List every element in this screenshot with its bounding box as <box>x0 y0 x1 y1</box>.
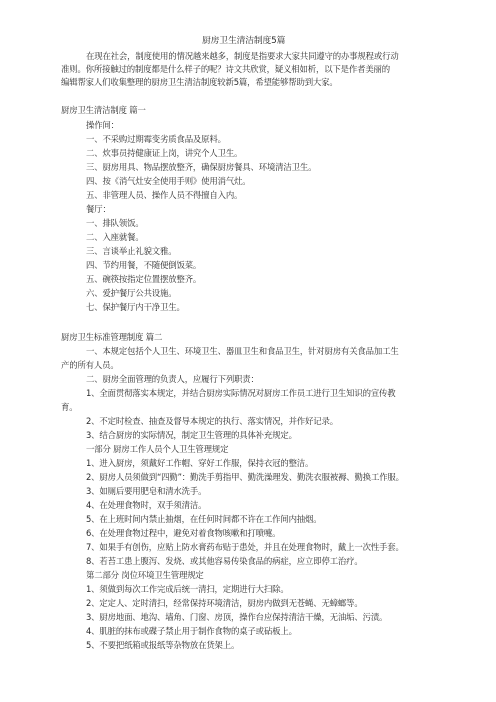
part-heading: 第二部分 岗位环境卫生管理规定 <box>86 570 204 580</box>
section-heading: 厨房卫生标准管理制度 篇二 <box>61 332 163 342</box>
list-item: 四、按《消气灶安全使用手则》使用消气灶。 <box>86 176 251 186</box>
subheading-dining: 餐厅： <box>86 204 111 214</box>
list-item: 五、碗筷按指定位置摆放整齐。 <box>86 274 202 284</box>
paragraph-line: 3、结合厨房的实际情况，制定卫生管理的具体补充规定。 <box>86 430 297 440</box>
paragraph-line: 5、不要把纸箱或报纸等杂物放在货架上。 <box>86 640 240 650</box>
paragraph-line: 2、定定人、定时清扫，经常保持环境清洁，厨房内做到无苍蝇、无蟑螂等。 <box>86 598 363 608</box>
list-item: 二、炊事员持健康证上岗，讲究个人卫生。 <box>86 148 243 158</box>
list-item: 一、排队领饭。 <box>86 218 144 228</box>
paragraph-line: 一、本规定包括个人卫生、环境卫生、器皿卫生和食品卫生，针对厨房有关食品加工生 <box>86 346 399 356</box>
paragraph-line: 1、进入厨房，须戴好工作帽、穿好工作服，保持衣冠的整洁。 <box>86 458 314 468</box>
list-item: 五、非管理人员、操作人员不得擅自入内。 <box>86 190 243 200</box>
list-item: 六、爱护餐厅公共设施。 <box>86 288 177 298</box>
list-item: 一、不采购过期霉变劣质食品及原料。 <box>86 134 226 144</box>
paragraph-line: 4、肌脏的抹布或碟子禁止用于制作食物的桌子或砧板上。 <box>86 626 297 636</box>
paragraph-line: 1、全面贯彻落实本规定，并结合厨房实际情况对厨房工作员工进行卫生知识的宣传教 <box>86 388 396 398</box>
list-item: 三、厨房用具、物品摆放整齐，确保厨房餐具、环境清洁卫生。 <box>86 162 317 172</box>
paragraph-line: 5、在上班时间内禁止抽烟，在任何时间都不许在工作间内抽烟。 <box>86 514 322 524</box>
part-heading: 一部分 厨房工作人员个人卫生管理规定 <box>86 444 229 454</box>
list-item: 四、节约用餐，不随便倒饭菜。 <box>86 260 202 270</box>
intro-line: 编辑帮家人们收集整理的厨房卫生清洁制度较新5篇，希望能够帮助到大家。 <box>61 77 338 87</box>
paragraph-line: 二、厨房全面管理的负责人，应履行下列职责： <box>86 374 259 384</box>
list-item: 七、保护餐厅内干净卫生。 <box>86 302 185 312</box>
intro-line: 准则。你所接触过的制度都是什么样子的呢？诗文共欣赏，疑义相如析，以下是作者美丽的 <box>61 64 390 74</box>
paragraph-line: 4、在处理食物时，双手须清洁。 <box>86 500 207 510</box>
document-title: 厨房卫生清洁制度5篇 <box>202 36 286 46</box>
paragraph-line: 6、在处理食物过程中，避免对着食物咳嗽和打喷嚏。 <box>86 528 281 538</box>
paragraph-line: 7、如果手有创伤，应贴上防水膏药布贴于患处，并且在处理食物时，戴上一次性手套。 <box>86 542 404 552</box>
list-item: 二、入座就餐。 <box>86 232 144 242</box>
list-item: 三、言谈举止礼貌文雅。 <box>86 246 177 256</box>
paragraph-line: 3、厨房地面、地沟、墙角、门窗、房顶，操作台应保持清洁干燥，无油垢、污渍。 <box>86 612 388 622</box>
paragraph-line: 1、须做到每次工作完成后统一清扫，定期进行大扫除。 <box>86 584 289 594</box>
section-heading: 厨房卫生清洁制度 篇一 <box>61 105 146 115</box>
paragraph-line: 2、厨房人员须做到“四勤”：勤洗手剪指甲、勤洗澡理发、勤洗衣服被褥、勤换工作服。 <box>86 472 404 482</box>
paragraph-line: 3、如厕后要用肥皂和清水洗手。 <box>86 486 207 496</box>
paragraph-line: 产的所有人员。 <box>61 360 119 370</box>
paragraph-line: 8、若苔工患上腹泻、发烧、或其他容易传染食品的病症，应立即停工治疗。 <box>86 556 363 566</box>
intro-line: 在现在社会，制度使用的情况越来越多，制度是指要求大家共同遵守的办事规程或行动 <box>86 51 399 61</box>
paragraph-line: 育。 <box>61 402 78 412</box>
paragraph-line: 2、不定时检查、抽查及督导本规定的执行、落实情况，并作好记录。 <box>86 416 338 426</box>
subheading-kitchen: 操作间： <box>86 120 119 130</box>
